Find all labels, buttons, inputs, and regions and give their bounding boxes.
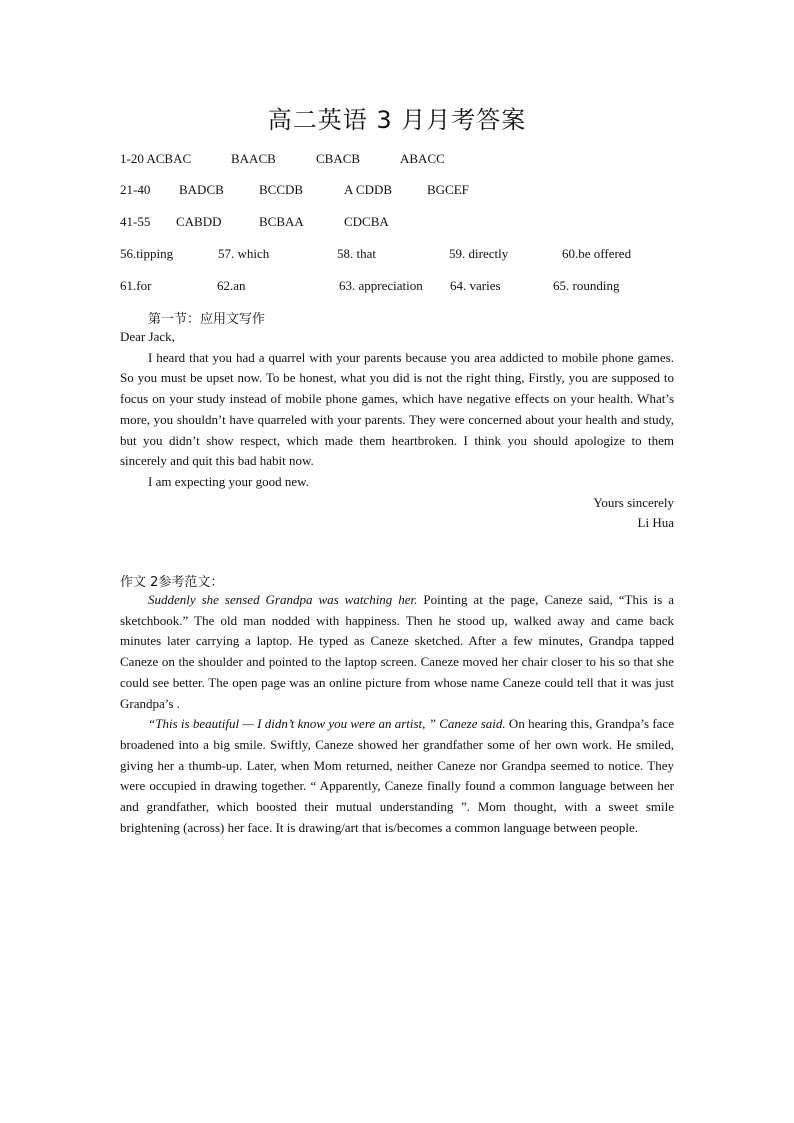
section2-heading: 作文 2参考范文： — [120, 575, 224, 590]
essay-p1-lead: Suddenly she sensed Grandpa was watching her. — [148, 592, 418, 607]
answer-cell: 21-40 — [120, 182, 151, 197]
answer-cell: A CDDB — [344, 182, 393, 197]
essay-paragraph-2 — [120, 714, 674, 838]
answer-cell: 62.an — [217, 278, 246, 293]
letter-signature: Li Hua — [637, 515, 674, 531]
answer-cell: BADCB — [179, 182, 224, 197]
essay-p1-text: Pointing at the page, Caneze said, “This is a sketchbook.” The old man nodded with happiness. Then he stood up, walked away and came back minutes later carrying a laptop. He typed as Caneze sketched. After a few minutes, Grandpa tapped Caneze on the shoulder and pointed to the laptop screen. Caneze moved her chair closer to his so that she could see better. The open page was an online picture from whose name Caneze could tell that it was just Grandpa’s . — [120, 592, 674, 711]
answer-cell: 64. varies — [450, 278, 501, 293]
essay-paragraph-1 — [120, 590, 674, 714]
page-title: 高二英语 3 月月考答案 — [267, 106, 527, 134]
answer-cell: 65. rounding — [553, 278, 620, 293]
essay-p2-text: On hearing this, Grandpa’s face broadened into a big smile. Swiftly, Caneze showed her grandfather some of her own work. He smiled, giving her a thumb-up. Later, when Mom returned, neither Caneze nor Grandpa seemed to notice. They were occupied in drawing together. “ Apparently, Caneze finally found a common language between her and grandfather, which boosted their mutual understanding ”. Mom thought, with a sweet smile brightening (across) her face. It is drawing/art that is/becomes a common language between people. — [120, 716, 674, 835]
answer-cell: 61.for — [120, 278, 152, 293]
letter-sign-off: Yours sincerely — [593, 494, 674, 510]
answer-cell: BGCEF — [427, 182, 469, 197]
answer-cell: 60.be offered — [562, 246, 632, 261]
answer-cell: BCBAA — [259, 214, 304, 229]
answer-cell: CABDD — [176, 214, 222, 229]
section1-heading: 第一节：应用文写作 — [148, 312, 266, 327]
letter-block — [120, 327, 674, 534]
answer-cell: 41-55 — [120, 214, 151, 229]
answer-cell: 59. directly — [449, 246, 509, 261]
answer-cell: CDCBA — [344, 214, 389, 229]
letter-closing-line: I am expecting your good new. — [148, 473, 309, 489]
essay-p2-lead: “This is beautiful — I didn’t know you were an artist, ” Caneze said. — [148, 716, 506, 732]
letter-greeting: Dear Jack, — [120, 329, 175, 344]
answer-cell: BAACB — [231, 151, 276, 166]
answer-cell: 56.tipping — [120, 246, 174, 261]
answer-cell: 57. which — [218, 246, 270, 261]
answer-cell: ABACC — [400, 151, 445, 166]
answer-cell: CBACB — [316, 151, 361, 166]
essay-block — [120, 590, 674, 838]
answer-cell: 1-20 ACBAC — [120, 151, 192, 166]
answer-cell: BCCDB — [259, 182, 304, 197]
answer-cell: 63. appreciation — [339, 278, 423, 293]
answer-cell: 58. that — [337, 246, 376, 261]
letter-body: I heard that you had a quarrel with your parents because you area addicted to mobile phone games. So you must be upset now. To be honest, what you did is not the right thing, Firstly, you are supposed to focus on your study instead of mobile phone games, which have negative effects on your health. What’s more, you shouldn’t have quarreled with your parents. They were concerned about your health and study, but you didn’t show respect, which made them heartbroken. I think you should apologize to them sincerely and quit this bad habit now. — [120, 349, 674, 469]
